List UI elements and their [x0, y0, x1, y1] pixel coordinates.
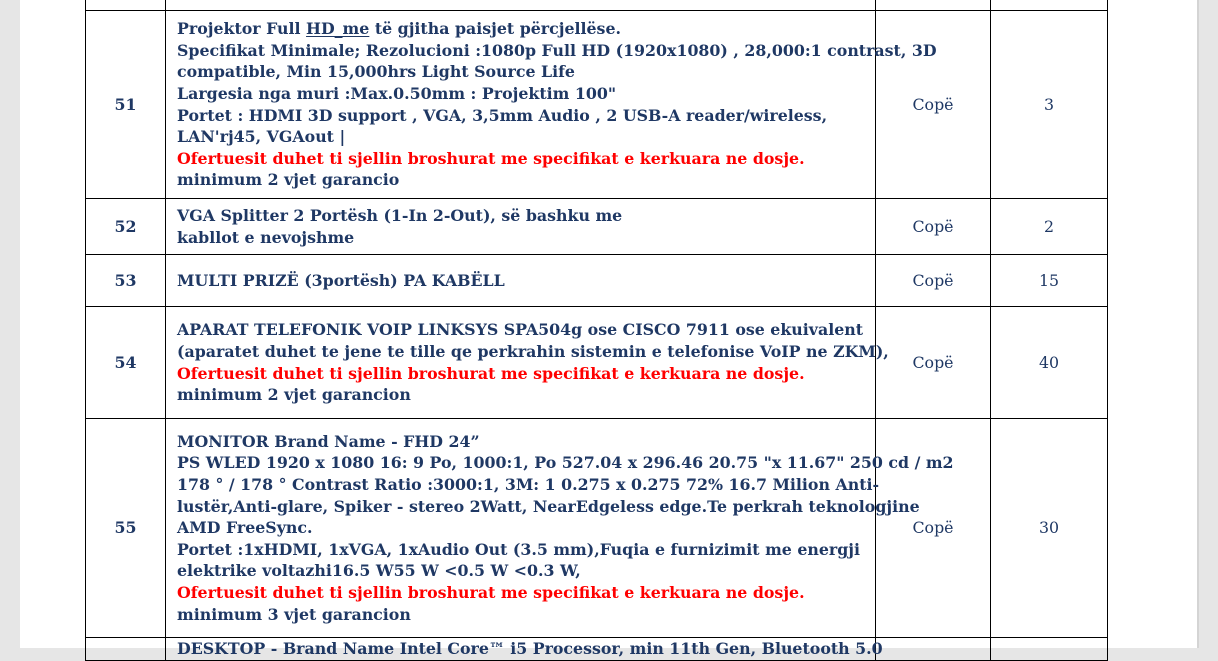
- row-number: 52: [86, 199, 166, 255]
- row-number: 53: [86, 255, 166, 307]
- desc-line: AMD FreeSync.: [177, 518, 313, 538]
- cell-unit: [876, 0, 991, 11]
- row-quantity: [991, 638, 1108, 661]
- row-quantity: 40: [991, 307, 1108, 419]
- row-number: [86, 638, 166, 661]
- brochure-requirement: Ofertuesit duhet ti sjellin broshurat me specifikat e kerkuara ne dosje.: [177, 148, 805, 168]
- desc-line: VGA Splitter 2 Portësh (1-In 2-Out), së bashku me: [177, 205, 623, 225]
- row-number: 51: [86, 11, 166, 199]
- table-row: [86, 419, 1108, 638]
- row-unit: [876, 638, 991, 661]
- desc-line: MONITOR Brand Name - FHD 24”: [177, 431, 480, 451]
- desc-underlined-text: HD_me: [306, 19, 370, 39]
- desc-line: elektrike voltazhi16.5 W55 W <0.5 W <0.3 W,: [177, 561, 581, 581]
- row-unit: Copë: [876, 307, 991, 419]
- warranty-text: minimum 2 vjet garancio: [177, 170, 400, 190]
- desc-line: Portet :1xHDMI, 1xVGA, 1xAudio Out (3.5 mm),Fuqia e furnizimit me energji: [177, 539, 861, 559]
- desc-line: lustër,Anti-glare, Spiker - stereo 2Watt, NearEdgeless edge.Te perkrah teknologjine: [177, 496, 920, 516]
- brochure-requirement: Ofertuesit duhet ti sjellin broshurat me specifikat e kerkuara ne dosje.: [177, 582, 805, 602]
- desc-line: kabllot e nevojshme: [177, 227, 355, 247]
- desc-text: të gjitha paisjet përcjellëse.: [369, 19, 621, 39]
- cell-qty: [991, 0, 1108, 11]
- row-description: [166, 307, 889, 419]
- brochure-requirement: Ofertuesit duhet ti sjellin broshurat me specifikat e kerkuara ne dosje.: [177, 363, 805, 383]
- warranty-text: minimum 3 vjet garancion: [177, 604, 411, 624]
- row-unit: Copë: [876, 255, 991, 307]
- desc-line: Specifikat Minimale; Rezolucioni :1080p Full HD (1920x1080) , 28,000:1 contrast, 3D: [177, 40, 937, 60]
- page-shadow: [1197, 0, 1199, 648]
- row-quantity: 30: [991, 419, 1108, 638]
- desc-line: LAN'rj45, VGAout |: [177, 127, 346, 147]
- row-unit: Copë: [876, 11, 991, 199]
- row-number: 55: [86, 419, 166, 638]
- row-quantity: 2: [991, 199, 1108, 255]
- desc-line: compatible, Min 15,000hrs Light Source Life: [177, 62, 575, 82]
- table-row: [86, 255, 1108, 307]
- table-row: [86, 199, 1108, 255]
- warranty-text: minimum 2 vjet garancion: [177, 385, 411, 405]
- desc-line: Largesia nga muri :Max.0.50mm : Projektim 100": [177, 83, 617, 103]
- table-row: [86, 638, 1108, 661]
- row-description: [166, 638, 883, 661]
- specification-table: [85, 0, 1108, 661]
- row-description: [166, 199, 876, 255]
- desc-line: APARAT TELEFONIK VOIP LINKSYS SPA504g ose CISCO 7911 ose ekuivalent: [177, 320, 864, 340]
- cell-num: [86, 0, 166, 11]
- row-description: [166, 255, 876, 307]
- cell-desc: [166, 0, 876, 11]
- desc-line: Portet : HDMI 3D support , VGA, 3,5mm Audio , 2 USB-A reader/wireless,: [177, 105, 828, 125]
- desc-line: MULTI PRIZË (3portësh) PA KABËLL: [177, 270, 505, 290]
- table-row: [86, 11, 1108, 199]
- desc-line: DESKTOP - Brand Name Intel Core™ i5 Processor, min 11th Gen, Bluetooth 5.0: [177, 639, 883, 658]
- desc-text: Projektor Full: [177, 19, 307, 39]
- table-row: [86, 307, 1108, 419]
- table-row-top-partial: [86, 0, 1108, 11]
- row-number: 54: [86, 307, 166, 419]
- row-quantity: 15: [991, 255, 1108, 307]
- desc-line: (aparatet duhet te jene te tille qe perkrahin sistemin e telefonise VoIP ne ZKM),: [177, 341, 889, 361]
- desc-line: PS WLED 1920 x 1080 16: 9 Po, 1000:1, Po 527.04 x 296.46 20.75 "x 11.67" 250 cd / m2: [177, 453, 954, 473]
- desc-line: 178 ° / 178 ° Contrast Ratio :3000:1, 3M: 1 0.275 x 0.275 72% 16.7 Milion Anti-: [177, 475, 880, 495]
- row-unit: Copë: [876, 199, 991, 255]
- row-quantity: 3: [991, 11, 1108, 199]
- row-unit: Copë: [876, 419, 991, 638]
